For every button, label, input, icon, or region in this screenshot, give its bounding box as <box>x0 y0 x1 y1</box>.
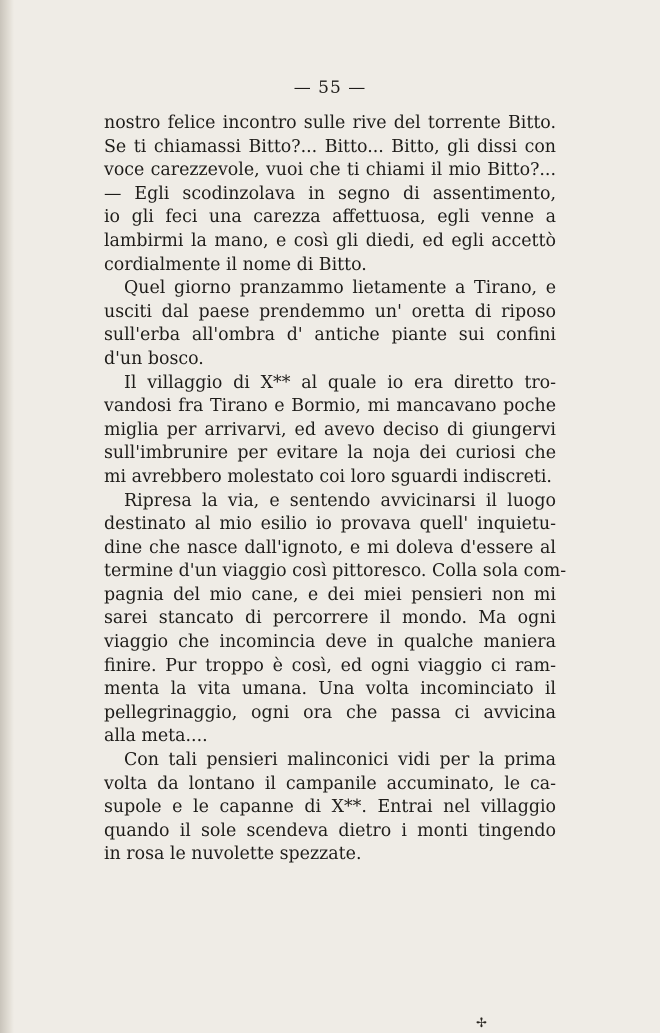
text-line: supole e le capanne di X**. Entrai nel villaggio <box>104 797 556 818</box>
text-line: finire. Pur troppo è così, ed ogni viaggio ci ram- <box>104 655 556 676</box>
text-line: viaggio che incomincia deve in qualche maniera <box>104 632 556 653</box>
text-line: volta da lontano il campanile accuminato, le ca- <box>104 773 556 794</box>
text-line: termine d'un viaggio così pittoresco. Colla sola com- <box>104 561 567 582</box>
text-line: cordialmente il nome di Bitto. <box>104 254 367 275</box>
printer-mark-icon: ✢ <box>476 1016 487 1031</box>
text-line: Quel giorno pranzammo lietamente a Tirano, e <box>124 278 556 299</box>
text-line: voce carezzevole, vuoi che ti chiami il mio Bitto?... <box>104 160 556 181</box>
text-line: destinato al mio esilio io provava quell' inquietu- <box>104 514 556 535</box>
text-line: Ripresa la via, e sentendo avvicinarsi il luogo <box>124 490 556 511</box>
text-line: d'un bosco. <box>104 348 204 369</box>
text-line: io gli feci una carezza affettuosa, egli venne a <box>104 207 556 228</box>
text-line: sull'erba all'ombra d' antiche piante sui confini <box>104 325 556 346</box>
text-line: in rosa le nuvolette spezzate. <box>104 844 362 865</box>
page-gutter-shadow <box>0 0 14 1033</box>
text-line: sull'imbrunire per evitare la noja dei curiosi che <box>104 443 556 464</box>
text-line: menta la vita umana. Una volta incominciato il <box>104 679 556 700</box>
text-line: Se ti chiamassi Bitto?... Bitto... Bitto, gli dissi con <box>104 136 556 157</box>
text-line: lambirmi la mano, e così gli diedi, ed egli accettò <box>104 230 556 251</box>
text-line: pellegrinaggio, ogni ora che passa ci avvicina <box>104 702 556 723</box>
text-line: dine che nasce dall'ignoto, e mi doleva d'essere al <box>104 537 556 558</box>
text-line: alla meta.... <box>104 726 208 747</box>
text-line: — Egli scodinzolava in segno di assentimento, <box>104 183 556 204</box>
text-line: Il villaggio di X** al quale io era diretto tro- <box>124 372 556 393</box>
text-line: Con tali pensieri malinconici vidi per la prima <box>124 750 556 771</box>
text-line: pagnia del mio cane, e dei miei pensieri non mi <box>104 584 556 605</box>
text-line: miglia per arrivarvi, ed avevo deciso di giungervi <box>104 419 556 440</box>
page-number: — 55 — <box>293 78 367 98</box>
text-line: vandosi fra Tirano e Bormio, mi mancavano poche <box>104 396 556 417</box>
body-text <box>104 112 567 867</box>
text-line: usciti dal paese prendemmo un' oretta di riposo <box>104 301 556 322</box>
text-line: quando il sole scendeva dietro i monti tingendo <box>104 820 556 841</box>
text-line: mi avrebbero molestato coi loro sguardi indiscreti. <box>104 466 552 487</box>
text-line: nostro felice incontro sulle rive del torrente Bitto. <box>104 113 556 133</box>
text-line: sarei stancato di percorrere il mondo. Ma ogni <box>104 608 556 629</box>
